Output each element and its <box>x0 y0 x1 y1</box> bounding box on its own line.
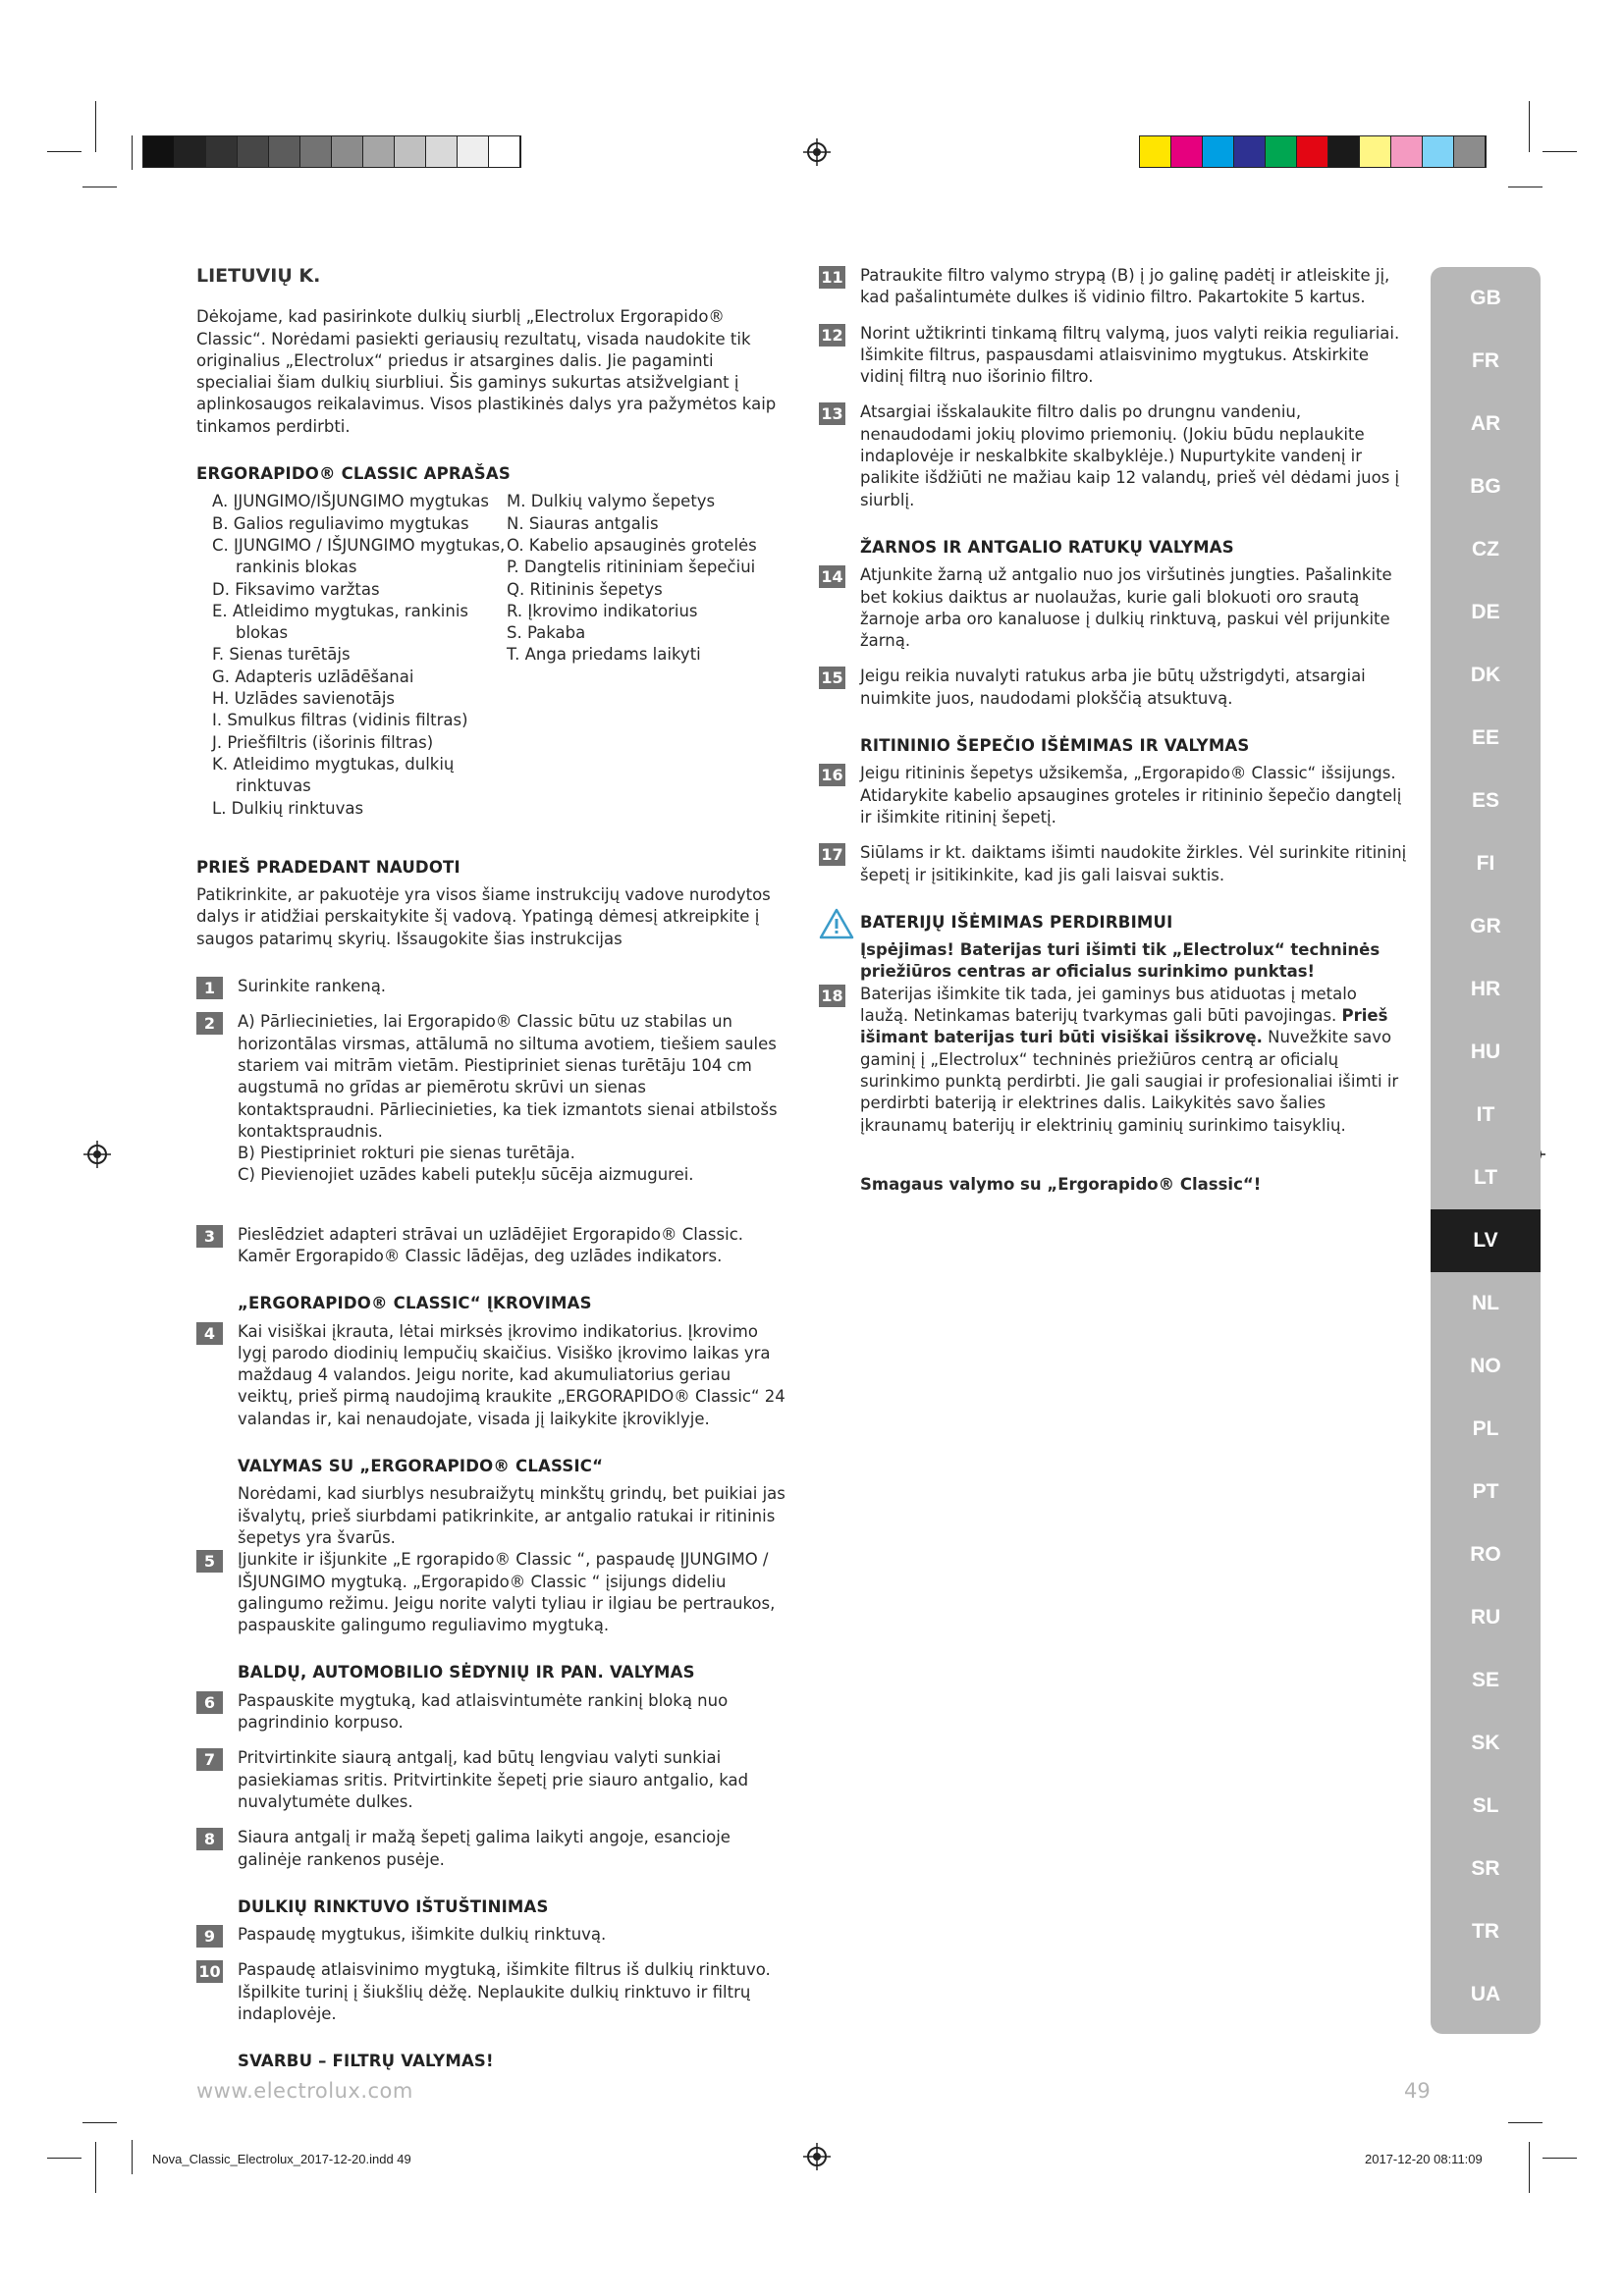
tab-language[interactable]: BG <box>1470 475 1501 498</box>
left-column <box>196 265 785 2079</box>
step-9 <box>196 1924 785 1946</box>
part-item: N. Siauras antgalis <box>507 513 659 533</box>
step-number: 15 <box>819 667 845 689</box>
crop-mark <box>1543 2158 1577 2159</box>
step-text: Jeigu reikia nuvalyti ratukus arba jie būtų užstrigdyti, atsargiai nuimkite juos, naudodami plokščią atsuktuvą. <box>860 667 1366 708</box>
tab-language[interactable]: SL <box>1472 1794 1499 1817</box>
part-item: R. Įkrovimo indikatorius <box>507 601 698 620</box>
tab-language[interactable]: NO <box>1470 1355 1501 1377</box>
tab-language[interactable]: PL <box>1472 1417 1499 1440</box>
language-heading: LIETUVIŲ K. <box>196 265 321 287</box>
tab-language[interactable]: NL <box>1472 1292 1499 1314</box>
part-item: B. Galios reguliavimo mygtukas <box>212 513 469 533</box>
tab-language[interactable]: AR <box>1470 412 1501 435</box>
step-17 <box>819 842 1408 886</box>
crop-mark <box>47 2158 81 2159</box>
charging-heading: „ERGORAPIDO® CLASSIC“ ĮKROVIMAS <box>238 1294 592 1313</box>
step-text: Pritvirtinkite siaurą antgalį, kad būtų lengviau valyti sunkiai pasiekiamas sritis. Pritvirtinkite šepetį prie siauro antgalio, kad nuvalytumėte dulkes. <box>238 1748 749 1811</box>
parts-list-left <box>212 491 507 819</box>
crop-mark <box>1529 101 1530 152</box>
step-text: A) Pārliecinieties, lai Ergorapido® Classic būtu uz stabilas un horizontālas virsmas, attālumā no siltuma avotiem, tiešiem saules stariem vai mitrām vietām. Piestipriniet sienas turētāju 104 cm augstumā no grīdas ar piemērotu skrūvi un sienas kontaktspraudni. Pārliecinieties, ka tiek izmantots sienai atbilstošs kontaktspraudnis. <box>238 1012 778 1141</box>
part-item: C. ĮJUNGIMO / IŠJUNGIMO mygtukas, rankinis blokas <box>212 535 506 577</box>
step-number: 18 <box>819 985 845 1007</box>
tab-language-active[interactable]: LV <box>1431 1209 1541 1272</box>
step-text: Siūlams ir kt. daiktams išimti naudokite žirkles. Vėl surinkite ritininį šepetį ir įsitikinkite, kad jis gali laisvai suktis. <box>860 843 1407 884</box>
step-number: 1 <box>196 977 223 999</box>
crop-mark <box>132 2140 133 2174</box>
tab-language[interactable]: HU <box>1470 1041 1501 1063</box>
crop-mark <box>1543 151 1577 152</box>
step-8 <box>196 1827 785 1871</box>
tab-language[interactable]: RO <box>1470 1543 1501 1566</box>
step-3 <box>196 1224 785 1268</box>
step-12 <box>819 323 1408 389</box>
part-item: L. Dulkių rinktuvas <box>212 798 364 818</box>
crop-mark <box>132 135 133 170</box>
step-15 <box>819 666 1408 710</box>
crop-mark <box>47 151 81 152</box>
step-4 <box>196 1321 785 1430</box>
step-6 <box>196 1690 785 1735</box>
hose-heading: ŽARNOS IR ANTGALIO RATUKŲ VALYMAS <box>860 537 1234 557</box>
tab-language[interactable]: IT <box>1476 1103 1495 1126</box>
cleaning-text: Norėdami, kad siurblys nesubraižytų minkštų grindų, bet puikiai jas išvalytų, prieš siurbdami patikrinkite, ar antgalio ratukai ir ritininis šepetys yra švarūs. <box>238 1484 785 1547</box>
step-number: 16 <box>819 764 845 786</box>
step-text: Jeigu ritininis šepetys užsikemša, „Ergorapido® Classic“ išsijungs. Atidarykite kabelio apsaugines groteles ir ritininio šepečio dangtelį ir išimkite ritininį šepetį. <box>860 764 1402 827</box>
part-item: K. Atleidimo mygtukas, dulkių rinktuvas <box>212 754 455 796</box>
warning-triangle-icon <box>819 908 854 939</box>
right-column <box>819 265 1408 1196</box>
step-1 <box>196 976 785 997</box>
part-item: D. Fiksavimo varžtas <box>212 579 380 599</box>
crop-mark <box>95 2142 96 2193</box>
part-item: E. Atleidimo mygtukas, rankinis blokas <box>212 601 469 643</box>
step-number: 7 <box>196 1748 223 1771</box>
step-number: 4 <box>196 1322 223 1345</box>
furniture-heading: BALDŲ, AUTOMOBILIO SĖDYNIŲ IR PAN. VALYMAS <box>238 1663 695 1682</box>
part-item: Q. Ritininis šepetys <box>507 579 663 599</box>
tab-language[interactable]: FI <box>1476 852 1495 875</box>
tab-language[interactable]: RU <box>1470 1606 1501 1629</box>
part-item: A. ĮJUNGIMO/IŠJUNGIMO mygtukas <box>212 492 490 511</box>
step-text: Baterijas išimkite tik tada, jei gaminys bus atiduotas į metalo laužą. Netinkamas baterijų tvarkymas gali būti pavojingas. <box>860 984 1357 1026</box>
part-item: H. Uzlādes savienotājs <box>212 689 396 709</box>
step-number: 12 <box>819 324 845 347</box>
tab-language[interactable]: UA <box>1470 1983 1501 2005</box>
intro-paragraph: Dėkojame, kad pasirinkote dulkių siurblį „Electrolux Ergorapido® Classic“. Norėdami pasiekti geriausių rezultatų, visada naudokite tik originalius „Electrolux“ priedus ir atsargines dalis. Jie pagaminti specialiai šiam dulkių siurbliui. Šis gaminys sukurtas atsižvelgiant į aplinkosaugos reikalavimus. Visos plastikinės dalys yra pažymėtos kaip tinkamos perdirbti. <box>196 307 777 436</box>
step-7 <box>196 1747 785 1813</box>
step-number: 17 <box>819 843 845 866</box>
step-13 <box>819 401 1408 510</box>
tab-language[interactable]: CZ <box>1472 538 1499 561</box>
grayscale-calibration-bar <box>142 135 521 168</box>
part-item: M. Dulkių valymo šepetys <box>507 492 716 511</box>
step-text: Nuvežkite savo gaminį į „Electrolux“ techninės priežiūros centrą ar oficialų surinkimo punktą perdirbti. Jie gali saugiai ir profesionaliai išimti ir perdirbti bateriją ir elektrines dalis. Laikykitės savo šalies įkraunamų baterijų ir elektrinių gaminių surinkimo taisyklių. <box>860 1028 1399 1135</box>
tab-language[interactable]: GR <box>1470 915 1501 937</box>
step-5 <box>196 1549 785 1636</box>
print-slug-file: Nova_Classic_Electrolux_2017-12-20.indd 49 <box>152 2152 411 2166</box>
battery-section-header <box>819 912 1408 934</box>
tab-language[interactable]: EE <box>1471 726 1499 749</box>
tab-language[interactable]: DE <box>1471 601 1500 623</box>
step-text: Atjunkite žarną už antgalio nuo jos viršutinės jungties. Pašalinkite bet kokius daiktus ar nuolaužas, kurie gali blokuoti oro srautą žarnoje arba oro kanaluose į dulkių rinktuvą, paskui vėl prijunkite žarną. <box>860 565 1392 651</box>
step-text: Siaura antgalį ir mažą šepetį galima laikyti angoje, esancioje galinėje rankenos pusėje. <box>238 1828 731 1869</box>
battery-heading: BATERIJŲ IŠĖMIMAS PERDIRBIMUI <box>860 912 1173 932</box>
step-number: 5 <box>196 1550 223 1573</box>
step-text: Surinkite rankeną. <box>238 977 387 996</box>
tab-language[interactable]: SK <box>1471 1732 1500 1754</box>
registration-mark-icon <box>83 1141 111 1168</box>
step-number: 13 <box>819 402 845 425</box>
step-2 <box>196 1011 785 1186</box>
step-10 <box>196 1959 785 2025</box>
part-item: O. Kabelio apsauginės grotelės <box>507 535 757 555</box>
step-number: 6 <box>196 1691 223 1714</box>
cleaning-heading: VALYMAS SU „ERGORAPIDO® CLASSIC“ <box>238 1457 604 1476</box>
step-text: Atsargiai išskalaukite filtro dalis po drungnu vandeniu, nenaudodami jokių plovimo priemonių. (Jokiu būdu neplaukite indaplovėje ir neskalbkite skalbyklėje.) Nupurtykite vandenį ir palikite išdžiūti ne mažiau kaip 12 valandų, prieš vėl dėdami juos į siurblį. <box>860 402 1400 509</box>
step-text: C) Pievienojiet uzādes kabeli putekļu sūcēja aizmugurei. <box>238 1165 694 1185</box>
tab-language[interactable]: SE <box>1471 1669 1499 1691</box>
tab-language[interactable]: PT <box>1472 1480 1499 1503</box>
crop-mark <box>82 2122 117 2123</box>
part-item: I. Smulkus filtras (vidinis filtras) <box>212 711 468 730</box>
step-number: 14 <box>819 565 845 588</box>
crop-mark <box>1508 2122 1543 2123</box>
footer-url[interactable]: www.electrolux.com <box>196 2079 413 2103</box>
tab-language[interactable]: TR <box>1472 1920 1499 1943</box>
step-18 <box>819 984 1408 1137</box>
empty-heading: DULKIŲ RINKTUVO IŠTUŠTINIMAS <box>238 1896 549 1916</box>
description-heading: ERGORAPIDO® CLASSIC APRAŠAS <box>196 464 511 484</box>
tab-language[interactable]: HR <box>1470 978 1501 1000</box>
step-text: Paspauskite mygtuką, kad atlaisvintumėte rankinį bloką nuo pagrindinio korpuso. <box>238 1690 729 1733</box>
part-item: P. Dangtelis ritininiam šepečiui <box>507 558 756 577</box>
step-number: 11 <box>819 266 845 289</box>
step-number: 3 <box>196 1225 223 1248</box>
parts-list <box>212 491 785 819</box>
step-number: 10 <box>196 1960 223 1983</box>
crop-mark <box>1529 2142 1530 2193</box>
step-16 <box>819 763 1408 828</box>
battery-warning: Įspėjimas! Baterijas turi išimti tik „Electrolux“ techninės priežiūros centras ar oficialus surinkimo punktas! <box>860 940 1380 982</box>
step-text: Pieslēdziet adapteri strāvai un uzlādējiet Ergorapido® Classic. Kamēr Ergorapido® Classic lādējas, deg uzlādes indikators. <box>238 1224 744 1265</box>
step-number: 9 <box>196 1925 223 1948</box>
tab-language[interactable]: FR <box>1472 349 1499 372</box>
step-text: B) Piestipriniet rokturi pie sienas turētāja. <box>238 1144 575 1163</box>
step-14 <box>819 564 1408 652</box>
crop-mark <box>95 101 96 152</box>
tab-language[interactable]: GB <box>1470 287 1501 309</box>
step-text-bold: Prieš išimant baterijas turi būti visiškai išsikrovę. <box>860 1006 1388 1047</box>
step-text: Norint užtikrinti tinkamą filtrų valymą, juos valyti reikia reguliariai. Išimkite filtrus, paspausdami atlaisvinimo mygtukus. Atskirkite vidinį filtrą nuo išorinio filtro. <box>860 323 1400 387</box>
step-11 <box>819 265 1408 309</box>
print-slug-timestamp: 2017-12-20 08:11:09 <box>1365 2152 1483 2166</box>
step-text: Įjunkite ir išjunkite „E rgorapido® Classic “, paspaudę ĮJUNGIMO / IŠJUNGIMO mygtuką. „Ergorapido® Classic “ įsijungs dideliu galingumo režimu. Jeigu norite valyti tyliau ir ilgiau be pertraukos, paspauskite galingumo reguliavimo mygtuką. <box>238 1550 776 1635</box>
page-number: 49 <box>1404 2079 1431 2103</box>
before-use-heading: PRIEŠ PRADEDANT NAUDOTI <box>196 857 460 877</box>
registration-mark-icon <box>803 2143 831 2170</box>
parts-list-right <box>507 491 782 819</box>
part-item: J. Priešfiltris (išorinis filtras) <box>212 732 434 752</box>
step-number: 8 <box>196 1828 223 1850</box>
closing-line: Smagaus valymo su „Ergorapido® Classic“! <box>860 1174 1262 1194</box>
part-item: G. Adapteris uzlādēšanai <box>212 667 414 686</box>
tab-language[interactable]: ES <box>1471 789 1499 812</box>
step-text: Patraukite filtro valymo strypą (B) į jo galinę padėtį ir atleiskite jį, kad pašalintumėte dulkes iš vidinio filtro. Pakartokite 5 kartus. <box>860 266 1390 307</box>
brush-heading: RITININIO ŠEPEČIO IŠĖMIMAS IR VALYMAS <box>860 736 1250 756</box>
step-text: Paspaudę mygtukus, išimkite dulkių rinktuvą. <box>238 1925 607 1945</box>
part-item: T. Anga priedams laikyti <box>507 645 701 665</box>
step-number: 2 <box>196 1012 223 1035</box>
part-item: S. Pakaba <box>507 623 586 643</box>
registration-mark-icon <box>803 138 831 166</box>
step-text: Kai visiškai įkrauta, lėtai mirksės įkrovimo indikatorius. Įkrovimo lygį parodo diodinių lempučių skaičius. Visiško įkrovimo laikas yra maždaug 4 valandos. Jeigu norite, kad akumuliatorius geriau veiktų, prieš pirmą naudojimą kraukite „ERGORAPIDO® Classic“ 24 valandas ir, kai nenaudojate, visada jį laikykite įkroviklyje. <box>238 1321 785 1428</box>
filter-heading: SVARBU – FILTRŲ VALYMAS! <box>238 2052 494 2071</box>
before-use-text: Patikrinkite, ar pakuotėje yra visos šiame instrukcijų vadove nurodytos dalys ir atidžiai perskaitykite šį vadovą. Ypatingą dėmesį atkreipkite į saugos patarimų skyrių. Išsaugokite šias instrukcijas <box>196 885 771 948</box>
color-calibration-bar <box>1139 135 1487 168</box>
part-item: F. Sienas turētājs <box>212 645 351 665</box>
tab-language[interactable]: SR <box>1471 1857 1500 1880</box>
language-tab-bar <box>1431 267 1541 2034</box>
tab-language[interactable]: DK <box>1470 664 1501 686</box>
step-text: Paspaudę atlaisvinimo mygtuką, išimkite filtrus iš dulkių rinktuvo. Išpilkite turinį į šiukšlių dėžę. Neplaukite dulkių rinktuvo ir filtrų indaplovėje. <box>238 1960 771 2023</box>
tab-language[interactable]: LT <box>1473 1166 1498 1189</box>
